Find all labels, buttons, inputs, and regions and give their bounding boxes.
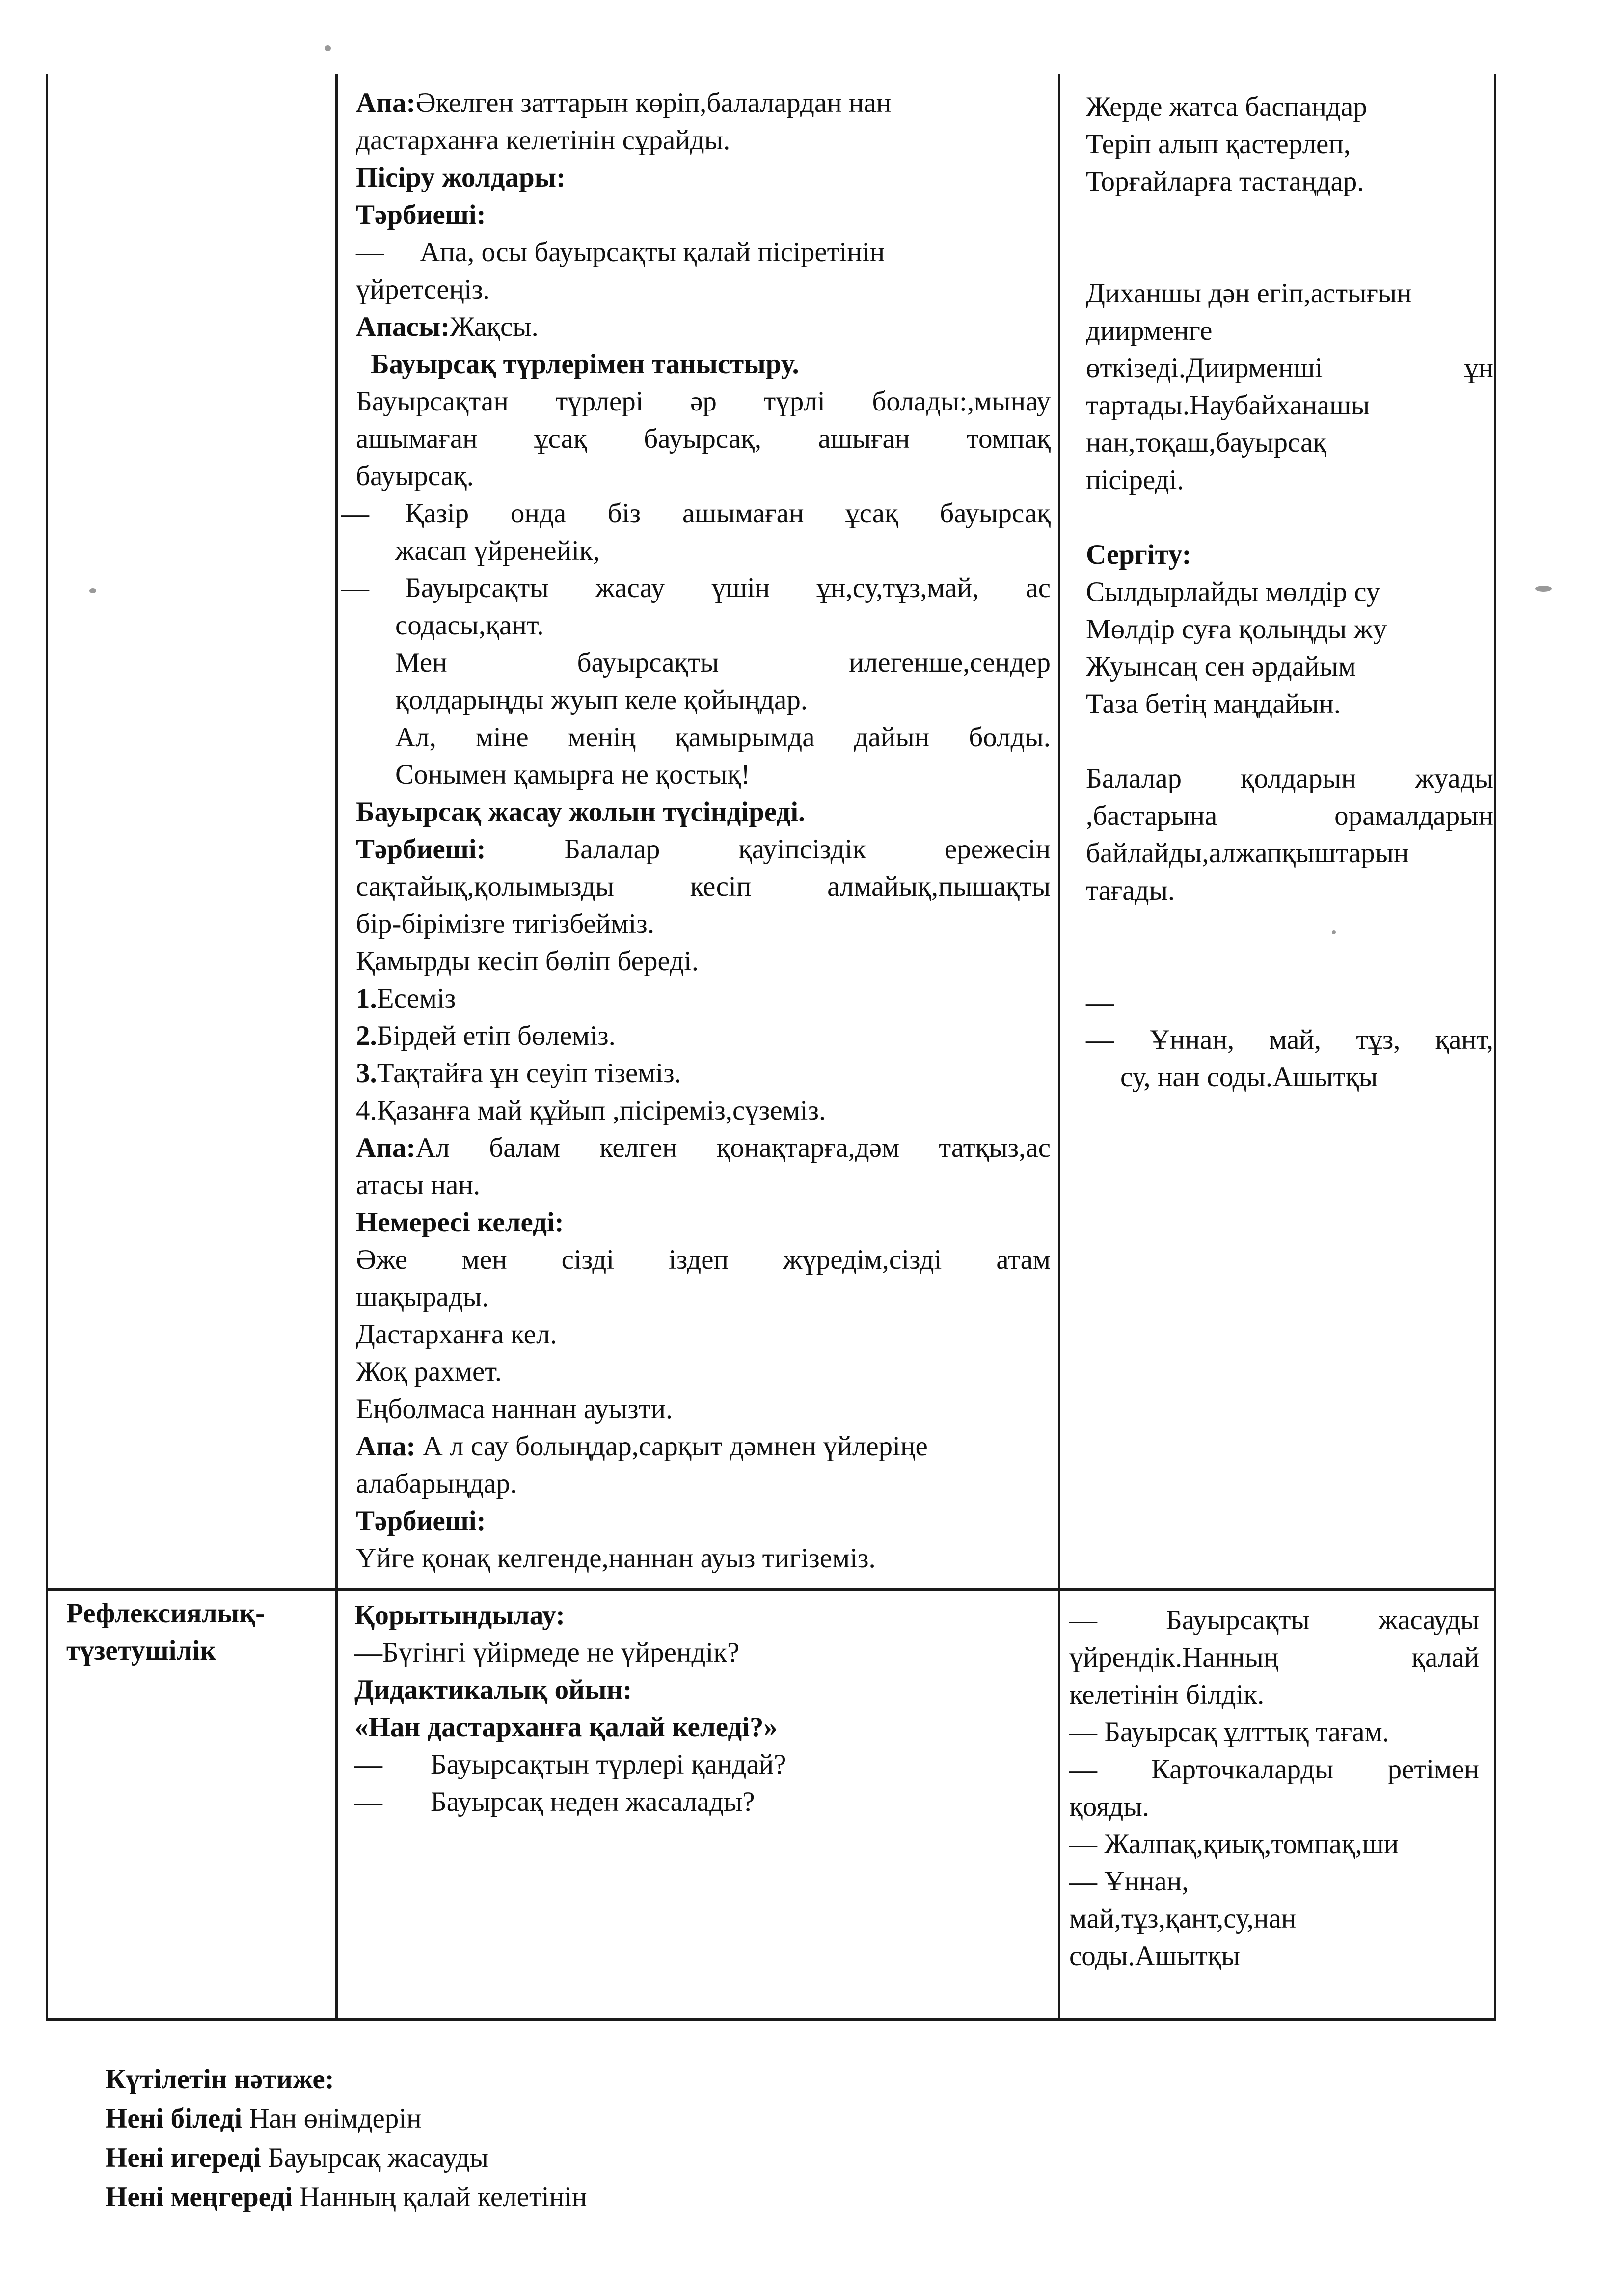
step-item: 1.Есеміз xyxy=(356,983,456,1014)
dash-line: — Қазір онда біз ашымаған ұсақ бауырсақ xyxy=(341,498,1051,529)
text-line: атасы нан. xyxy=(356,1170,481,1201)
text-line: қояды. xyxy=(1069,1791,1149,1822)
expected-result-section xyxy=(106,2060,587,2217)
dash-line: — Бауырсақ неден жасалады? xyxy=(354,1786,755,1817)
dash-line: — Бауырсақтын түрлері қандай? xyxy=(354,1749,786,1780)
table-row-divider xyxy=(46,1588,1496,1591)
game-title: «Нан дастарханға қалай келеді?» xyxy=(354,1712,778,1743)
reflection-main-cell xyxy=(354,1597,1052,1821)
poem-line: Мөлдір суға қолыңды жу xyxy=(1086,614,1387,645)
text-line: Үйге қонақ келгенде,наннан ауыз тигіземіз. xyxy=(356,1543,876,1574)
dash-line: — Апа, осы бауырсақты қалай пісіретінін xyxy=(356,237,885,268)
text-line: — Жалпақ,қиық,томпақ,ши xyxy=(1069,1829,1399,1859)
text-line: — Ұннан, xyxy=(1069,1866,1189,1897)
stage-label: Рефлексиялық- xyxy=(66,1598,265,1629)
text-line: Әже мен сізді іздеп жүредім,сізді атам xyxy=(356,1244,1051,1275)
poem-line: Торғайларға тастаңдар. xyxy=(1086,166,1364,197)
text-line: Апа: А л сау болыңдар,сарқыт дәмнен үйлеріңе xyxy=(356,1431,928,1462)
text-line: диирменге xyxy=(1086,315,1213,346)
stage-label-cell xyxy=(66,1595,331,1669)
table-column-divider-2 xyxy=(1058,74,1060,2021)
text-line: үйрендік.Нанның қалай xyxy=(1069,1642,1479,1673)
text-line: байлайды,алжапқыштарын xyxy=(1086,838,1409,869)
poem-line: Сылдырлайды мөлдір су xyxy=(1086,576,1380,607)
text-line: Апа:Әкелген заттарын көріп,балалардан нан xyxy=(356,87,892,118)
section-heading: Бауырсақ түрлерімен таныстыру. xyxy=(371,349,799,380)
table-column-divider-1 xyxy=(335,74,338,2021)
reflection-right-cell xyxy=(1069,1602,1479,1975)
scan-speck xyxy=(89,588,96,593)
section-heading: Сергіту: xyxy=(1086,539,1191,570)
main-activity-cell xyxy=(341,84,1051,1577)
speaker-label: Тәрбиеші: xyxy=(356,199,486,230)
text-line: жасап үйренейік, xyxy=(395,535,600,566)
table-right-border xyxy=(1494,74,1496,2021)
section-heading: Дидактикалық ойын: xyxy=(354,1674,632,1705)
text-line: ашымаған ұсақ бауырсақ, ашыған томпақ xyxy=(356,423,1051,454)
step-item: 4.Қазанға май құйып ,пісіреміз,сүземіз. xyxy=(356,1095,826,1126)
text-line: Балалар қолдарын жуады xyxy=(1086,763,1493,794)
text-line: — Бауырсақ ұлттық тағам. xyxy=(1069,1717,1389,1748)
poem-line: Жерде жатса баспандар xyxy=(1086,91,1367,122)
section-heading: Пісіру жолдары: xyxy=(356,162,566,193)
text-line: алабарыңдар. xyxy=(356,1468,517,1499)
text-line: — Карточкаларды ретімен xyxy=(1069,1754,1479,1785)
text-line: Бауырсақтан түрлері әр түрлі болады:,мынау xyxy=(356,386,1051,417)
scan-speck xyxy=(1535,586,1552,592)
speaker-label: Тәрбиеші: xyxy=(356,1505,486,1536)
expected-result-item: Нені меңгереді Нанның қалай келетінін xyxy=(106,2182,587,2213)
text-line: — Бауырсақты жасауды xyxy=(1069,1605,1479,1636)
text-line: —Бүгінгі үйірмеде не үйрендік? xyxy=(354,1637,740,1668)
text-line: Жоқ рахмет. xyxy=(356,1356,502,1387)
step-item: 3.Тақтайға ұн сеуіп тіземіз. xyxy=(356,1058,681,1089)
poem-line: Жуынсаң сен әрдайым xyxy=(1086,651,1356,682)
dash-line: — xyxy=(1086,987,1114,1018)
text-line: Апасы:Жақсы. xyxy=(356,311,539,342)
section-heading: Бауырсақ жасау жолын түсіндіреді. xyxy=(356,796,806,827)
text-line: сақтайық,қолымызды кесіп алмайық,пышақты xyxy=(356,871,1051,902)
text-line: дастарханға келетінін сұрайды. xyxy=(356,125,730,156)
text-line: Диханшы дән егіп,астығын xyxy=(1086,278,1412,309)
text-line: Қамырды кесіп бөліп береді. xyxy=(356,946,699,977)
text-line: Апа:Ал балам келген қонақтарға,дәм татқыз,ас xyxy=(356,1132,1051,1163)
poem-line: Таза бетің маңдайын. xyxy=(1086,688,1341,719)
text-line: бір-бірімізге тигізбейміз. xyxy=(356,908,654,939)
table-left-border xyxy=(46,74,48,2021)
scan-speck xyxy=(325,45,331,51)
table-bottom-border xyxy=(46,2018,1496,2021)
text-line: нан,тоқаш,бауырсақ xyxy=(1086,427,1327,458)
expected-result-item: Нені игереді Бауырсақ жасауды xyxy=(106,2142,488,2173)
text-line: Еңболмаса наннан ауызти. xyxy=(356,1394,673,1424)
dash-line: — Ұннан, май, тұз, қант, xyxy=(1086,1024,1493,1055)
text-line: Тәрбиеші: Балалар қауіпсіздік ережесін xyxy=(356,834,1051,865)
text-line: су, нан соды.Ашытқы xyxy=(1120,1062,1378,1093)
text-line: Ал, міне менің қамырымда дайын болды. xyxy=(395,722,1051,753)
children-activity-cell xyxy=(1086,88,1493,1096)
poem-line: Теріп алып қастерлеп, xyxy=(1086,129,1351,160)
text-line: келетінін білдік. xyxy=(1069,1679,1265,1710)
text-line: шақырады. xyxy=(356,1282,489,1312)
text-line: тағады. xyxy=(1086,875,1175,906)
text-line: Мен бауырсақты илегенше,сендер xyxy=(395,647,1051,678)
text-line: ,бастарына орамалдарын xyxy=(1086,800,1493,831)
expected-result-title: Күтілетін нәтиже: xyxy=(106,2064,334,2095)
text-line: Сонымен қамырға не қостық! xyxy=(395,759,751,790)
step-item: 2.Бірдей етіп бөлеміз. xyxy=(356,1020,616,1051)
speaker-label: Немересі келеді: xyxy=(356,1207,564,1238)
text-line: пісіреді. xyxy=(1086,465,1184,495)
text-line: бауырсақ. xyxy=(356,461,474,492)
text-line: тартады.Наубайханашы xyxy=(1086,390,1370,421)
text-line: Дастарханға кел. xyxy=(356,1319,557,1350)
dash-line: — Бауырсақты жасау үшін ұн,су,тұз,май, ас xyxy=(341,573,1051,603)
text-line: өткізеді.Диирменші ұн xyxy=(1086,353,1493,383)
text-line: содасы,қант. xyxy=(395,610,544,641)
text-line: соды.Ашытқы xyxy=(1069,1941,1240,1971)
section-heading: Қорытындылау: xyxy=(354,1600,566,1631)
text-line: май,тұз,қант,су,нан xyxy=(1069,1903,1297,1934)
expected-result-item: Нені біледі Нан өнімдерін xyxy=(106,2103,422,2134)
stage-label: түзетушілік xyxy=(66,1635,216,1666)
text-line: қолдарыңды жуып келе қойыңдар. xyxy=(395,684,808,715)
text-line: үйретсеңіз. xyxy=(356,274,490,305)
